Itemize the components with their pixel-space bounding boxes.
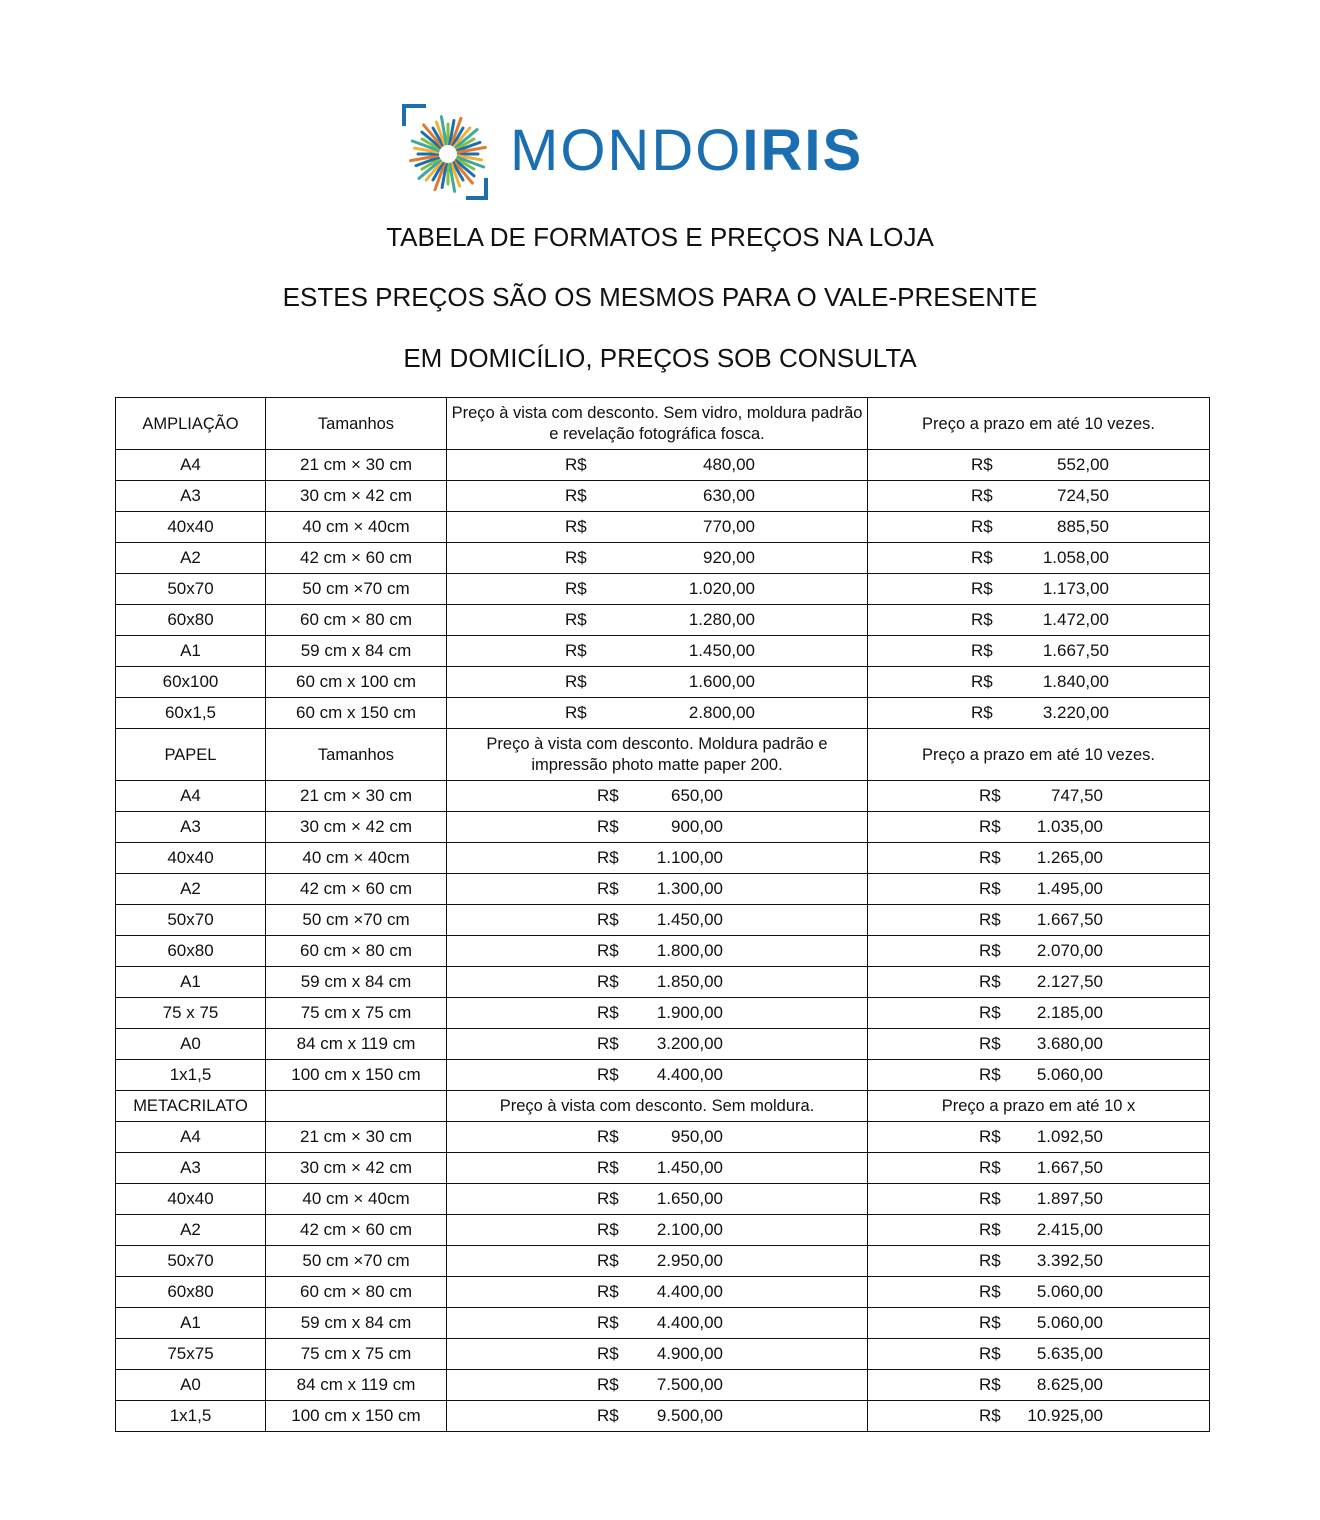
- table-row: [116, 450, 1210, 481]
- cash-price-amount: 1.800,00: [656, 941, 723, 960]
- currency-symbol: R$: [597, 1127, 619, 1146]
- cash-price-cell: [447, 605, 868, 636]
- cash-price-amount: 4.400,00: [656, 1313, 723, 1332]
- size-cell: 21 cm × 30 cm: [266, 1122, 447, 1153]
- installment-price-cell: [868, 1401, 1210, 1432]
- cash-price-header: Preço à vista com desconto. Sem moldura.: [447, 1091, 868, 1122]
- cash-price-amount: 770,00: [703, 517, 755, 536]
- installment-price-amount: 1.840,00: [1042, 672, 1109, 691]
- table-row: [116, 812, 1210, 843]
- installment-price-cell: [868, 998, 1210, 1029]
- installment-price-amount: 1.058,00: [1042, 548, 1109, 567]
- section-header-row: [116, 729, 1210, 781]
- currency-symbol: R$: [979, 1313, 1001, 1332]
- installment-price-amount: 1.667,50: [1036, 910, 1103, 929]
- table-row: [116, 1370, 1210, 1401]
- size-cell: 50 cm ×70 cm: [266, 574, 447, 605]
- installment-price-cell: [868, 1215, 1210, 1246]
- format-cell: A0: [116, 1370, 266, 1401]
- format-cell: 50x70: [116, 1246, 266, 1277]
- installment-price-cell: [868, 574, 1210, 605]
- currency-symbol: R$: [979, 1282, 1001, 1301]
- currency-symbol: R$: [979, 1189, 1001, 1208]
- currency-symbol: R$: [979, 1375, 1001, 1394]
- cash-price-amount: 650,00: [671, 786, 723, 805]
- installment-price-amount: 5.060,00: [1036, 1065, 1103, 1084]
- installment-price-amount: 1.035,00: [1036, 817, 1103, 836]
- installment-price-cell: [868, 1277, 1210, 1308]
- currency-symbol: R$: [979, 848, 1001, 867]
- currency-symbol: R$: [565, 610, 587, 629]
- installment-price-amount: 8.625,00: [1036, 1375, 1103, 1394]
- installment-price-amount: 1.495,00: [1036, 879, 1103, 898]
- cash-price-cell: [447, 450, 868, 481]
- currency-symbol: R$: [979, 1344, 1001, 1363]
- format-cell: A1: [116, 636, 266, 667]
- installment-price-cell: [868, 1153, 1210, 1184]
- size-cell: 60 cm × 80 cm: [266, 1277, 447, 1308]
- section-header-row: [116, 398, 1210, 450]
- cash-price-cell: [447, 1308, 868, 1339]
- size-cell: 60 cm × 80 cm: [266, 605, 447, 636]
- currency-symbol: R$: [979, 1127, 1001, 1146]
- format-cell: 1x1,5: [116, 1401, 266, 1432]
- currency-symbol: R$: [597, 1313, 619, 1332]
- cash-price-cell: [447, 1277, 868, 1308]
- currency-symbol: R$: [979, 1158, 1001, 1177]
- format-cell: A0: [116, 1029, 266, 1060]
- currency-symbol: R$: [597, 1158, 619, 1177]
- currency-symbol: R$: [971, 610, 993, 629]
- currency-symbol: R$: [979, 1065, 1001, 1084]
- currency-symbol: R$: [597, 1406, 619, 1425]
- table-row: [116, 1060, 1210, 1091]
- installment-price-amount: 1.265,00: [1036, 848, 1103, 867]
- size-cell: 59 cm x 84 cm: [266, 967, 447, 998]
- installment-price-cell: [868, 512, 1210, 543]
- installment-price-cell: [868, 874, 1210, 905]
- installment-price-amount: 1.173,00: [1042, 579, 1109, 598]
- brand-name-bold: IRIS: [742, 118, 864, 183]
- table-row: [116, 967, 1210, 998]
- table-row: [116, 1029, 1210, 1060]
- currency-symbol: R$: [979, 1220, 1001, 1239]
- currency-symbol: R$: [971, 703, 993, 722]
- installment-price-cell: [868, 481, 1210, 512]
- installment-price-amount: 885,50: [1057, 517, 1109, 536]
- table-row: [116, 998, 1210, 1029]
- brand-wordmark: [510, 118, 863, 184]
- currency-symbol: R$: [565, 641, 587, 660]
- cash-price-amount: 1.900,00: [656, 1003, 723, 1022]
- currency-symbol: R$: [979, 941, 1001, 960]
- size-column-header: Tamanhos: [266, 729, 447, 781]
- format-cell: 50x70: [116, 574, 266, 605]
- format-cell: 75x75: [116, 1339, 266, 1370]
- currency-symbol: R$: [565, 548, 587, 567]
- currency-symbol: R$: [979, 817, 1001, 836]
- cash-price-cell: [447, 998, 868, 1029]
- installment-price-amount: 2.185,00: [1036, 1003, 1103, 1022]
- format-cell: 40x40: [116, 512, 266, 543]
- table-row: [116, 874, 1210, 905]
- table-row: [116, 698, 1210, 729]
- installment-price-cell: [868, 843, 1210, 874]
- table-row: [116, 1215, 1210, 1246]
- cash-price-amount: 1.600,00: [688, 672, 755, 691]
- cash-price-amount: 920,00: [703, 548, 755, 567]
- title-heading: TABELA DE FORMATOS E PREÇOS NA LOJA: [386, 222, 934, 252]
- currency-symbol: R$: [597, 1003, 619, 1022]
- currency-symbol: R$: [979, 786, 1001, 805]
- currency-symbol: R$: [565, 672, 587, 691]
- cash-price-amount: 4.400,00: [656, 1065, 723, 1084]
- size-cell: 30 cm × 42 cm: [266, 481, 447, 512]
- table-row: [116, 574, 1210, 605]
- installment-price-cell: [868, 450, 1210, 481]
- table-row: [116, 1184, 1210, 1215]
- size-cell: 21 cm × 30 cm: [266, 450, 447, 481]
- format-cell: 40x40: [116, 1184, 266, 1215]
- currency-symbol: R$: [597, 910, 619, 929]
- installment-price-amount: 3.220,00: [1042, 703, 1109, 722]
- currency-symbol: R$: [597, 1065, 619, 1084]
- cash-price-amount: 3.200,00: [656, 1034, 723, 1053]
- cash-price-cell: [447, 967, 868, 998]
- size-cell: 21 cm × 30 cm: [266, 781, 447, 812]
- currency-symbol: R$: [597, 1282, 619, 1301]
- format-cell: A4: [116, 450, 266, 481]
- currency-symbol: R$: [565, 455, 587, 474]
- format-cell: 1x1,5: [116, 1060, 266, 1091]
- installment-price-cell: [868, 967, 1210, 998]
- cash-price-header: Preço à vista com desconto. Moldura padrão e impressão photo matte paper 200.: [447, 729, 868, 781]
- size-cell: 100 cm x 150 cm: [266, 1401, 447, 1432]
- table-row: [116, 481, 1210, 512]
- currency-symbol: R$: [971, 486, 993, 505]
- currency-symbol: R$: [597, 1375, 619, 1394]
- cash-price-cell: [447, 574, 868, 605]
- price-table-body: [116, 398, 1210, 1432]
- currency-symbol: R$: [565, 486, 587, 505]
- installment-price-cell: [868, 1308, 1210, 1339]
- table-row: [116, 843, 1210, 874]
- cash-price-amount: 1.020,00: [688, 579, 755, 598]
- currency-symbol: R$: [565, 579, 587, 598]
- currency-symbol: R$: [597, 941, 619, 960]
- currency-symbol: R$: [597, 1220, 619, 1239]
- size-cell: 42 cm × 60 cm: [266, 874, 447, 905]
- cash-price-amount: 950,00: [671, 1127, 723, 1146]
- note-heading: EM DOMICÍLIO, PREÇOS SOB CONSULTA: [403, 343, 917, 373]
- currency-symbol: R$: [971, 517, 993, 536]
- format-cell: 60x100: [116, 667, 266, 698]
- cash-price-amount: 1.100,00: [656, 848, 723, 867]
- table-row: [116, 543, 1210, 574]
- currency-symbol: R$: [597, 1034, 619, 1053]
- size-cell: 60 cm × 80 cm: [266, 936, 447, 967]
- installment-price-amount: 3.680,00: [1036, 1034, 1103, 1053]
- cash-price-cell: [447, 636, 868, 667]
- cash-price-cell: [447, 812, 868, 843]
- installment-price-cell: [868, 1184, 1210, 1215]
- installment-price-cell: [868, 1122, 1210, 1153]
- currency-symbol: R$: [565, 517, 587, 536]
- brand-logo: [402, 104, 922, 200]
- currency-symbol: R$: [597, 1251, 619, 1270]
- table-row: [116, 905, 1210, 936]
- table-row: [116, 1153, 1210, 1184]
- cash-price-amount: 2.800,00: [688, 703, 755, 722]
- size-cell: 30 cm × 42 cm: [266, 1153, 447, 1184]
- cash-price-amount: 900,00: [671, 817, 723, 836]
- cash-price-amount: 4.900,00: [656, 1344, 723, 1363]
- currency-symbol: R$: [565, 703, 587, 722]
- cash-price-cell: [447, 667, 868, 698]
- currency-symbol: R$: [979, 1251, 1001, 1270]
- currency-symbol: R$: [979, 1406, 1001, 1425]
- format-cell: 60x80: [116, 1277, 266, 1308]
- installment-price-amount: 1.092,50: [1036, 1127, 1103, 1146]
- table-row: [116, 936, 1210, 967]
- currency-symbol: R$: [597, 879, 619, 898]
- subtitle-heading: ESTES PREÇOS SÃO OS MESMOS PARA O VALE-PRESENTE: [282, 282, 1038, 312]
- installment-price-amount: 724,50: [1057, 486, 1109, 505]
- installment-price-amount: 5.060,00: [1036, 1313, 1103, 1332]
- table-row: [116, 605, 1210, 636]
- installment-price-cell: [868, 781, 1210, 812]
- currency-symbol: R$: [971, 672, 993, 691]
- currency-symbol: R$: [979, 972, 1001, 991]
- size-cell: 59 cm x 84 cm: [266, 1308, 447, 1339]
- installment-price-amount: 10.925,00: [1027, 1406, 1103, 1425]
- installment-price-amount: 1.667,50: [1036, 1158, 1103, 1177]
- format-cell: 40x40: [116, 843, 266, 874]
- size-cell: 84 cm x 119 cm: [266, 1370, 447, 1401]
- cash-price-amount: 9.500,00: [656, 1406, 723, 1425]
- currency-symbol: R$: [597, 972, 619, 991]
- installment-price-cell: [868, 605, 1210, 636]
- format-cell: A2: [116, 1215, 266, 1246]
- size-cell: 40 cm × 40cm: [266, 512, 447, 543]
- size-cell: 40 cm × 40cm: [266, 1184, 447, 1215]
- cash-price-cell: [447, 936, 868, 967]
- table-row: [116, 1277, 1210, 1308]
- table-row: [116, 1308, 1210, 1339]
- installment-price-cell: [868, 636, 1210, 667]
- installment-price-amount: 1.897,50: [1036, 1189, 1103, 1208]
- format-cell: 50x70: [116, 905, 266, 936]
- installment-price-cell: [868, 1060, 1210, 1091]
- table-row: [116, 1122, 1210, 1153]
- section-header-row: [116, 1091, 1210, 1122]
- format-cell: 60x80: [116, 605, 266, 636]
- section-name: METACRILATO: [116, 1091, 266, 1122]
- cash-price-cell: [447, 543, 868, 574]
- size-cell: 75 cm x 75 cm: [266, 998, 447, 1029]
- currency-symbol: R$: [971, 455, 993, 474]
- installment-price-cell: [868, 698, 1210, 729]
- installment-price-header: Preço a prazo em até 10 vezes.: [868, 729, 1210, 781]
- format-cell: A4: [116, 781, 266, 812]
- cash-price-cell: [447, 1122, 868, 1153]
- currency-symbol: R$: [979, 1034, 1001, 1053]
- format-cell: A1: [116, 967, 266, 998]
- installment-price-header: Preço a prazo em até 10 x: [868, 1091, 1210, 1122]
- cash-price-amount: 2.100,00: [656, 1220, 723, 1239]
- format-cell: 60x80: [116, 936, 266, 967]
- cash-price-amount: 1.450,00: [656, 1158, 723, 1177]
- currency-symbol: R$: [979, 879, 1001, 898]
- currency-symbol: R$: [597, 848, 619, 867]
- currency-symbol: R$: [971, 579, 993, 598]
- installment-price-cell: [868, 1370, 1210, 1401]
- size-cell: 30 cm × 42 cm: [266, 812, 447, 843]
- cash-price-cell: [447, 1246, 868, 1277]
- table-row: [116, 1246, 1210, 1277]
- cash-price-cell: [447, 1370, 868, 1401]
- format-cell: 75 x 75: [116, 998, 266, 1029]
- price-table: [115, 397, 1210, 1432]
- installment-price-cell: [868, 812, 1210, 843]
- currency-symbol: R$: [597, 786, 619, 805]
- size-cell: 84 cm x 119 cm: [266, 1029, 447, 1060]
- size-cell: 50 cm ×70 cm: [266, 905, 447, 936]
- size-column-header: Tamanhos: [266, 398, 447, 450]
- format-cell: A3: [116, 812, 266, 843]
- cash-price-cell: [447, 781, 868, 812]
- cash-price-amount: 1.650,00: [656, 1189, 723, 1208]
- installment-price-cell: [868, 905, 1210, 936]
- installment-price-amount: 1.472,00: [1042, 610, 1109, 629]
- cash-price-amount: 4.400,00: [656, 1282, 723, 1301]
- installment-price-cell: [868, 543, 1210, 574]
- currency-symbol: R$: [597, 817, 619, 836]
- installment-price-amount: 2.070,00: [1036, 941, 1103, 960]
- installment-price-amount: 5.060,00: [1036, 1282, 1103, 1301]
- installment-price-amount: 2.415,00: [1036, 1220, 1103, 1239]
- currency-symbol: R$: [597, 1344, 619, 1363]
- cash-price-amount: 7.500,00: [656, 1375, 723, 1394]
- cash-price-cell: [447, 481, 868, 512]
- format-cell: 60x1,5: [116, 698, 266, 729]
- installment-price-amount: 5.635,00: [1036, 1344, 1103, 1363]
- installment-price-amount: 3.392,50: [1036, 1251, 1103, 1270]
- cash-price-amount: 2.950,00: [656, 1251, 723, 1270]
- format-cell: A4: [116, 1122, 266, 1153]
- format-cell: A2: [116, 543, 266, 574]
- cash-price-cell: [447, 1060, 868, 1091]
- size-cell: 75 cm x 75 cm: [266, 1339, 447, 1370]
- installment-price-amount: 552,00: [1057, 455, 1109, 474]
- currency-symbol: R$: [971, 641, 993, 660]
- iris-starburst-icon: [402, 104, 498, 200]
- brand-name-light: MONDO: [510, 118, 743, 183]
- cash-price-amount: 1.300,00: [656, 879, 723, 898]
- cash-price-cell: [447, 698, 868, 729]
- size-cell: 42 cm × 60 cm: [266, 1215, 447, 1246]
- currency-symbol: R$: [971, 548, 993, 567]
- size-cell: 60 cm x 100 cm: [266, 667, 447, 698]
- cash-price-amount: 630,00: [703, 486, 755, 505]
- cash-price-amount: 480,00: [703, 455, 755, 474]
- size-cell: 50 cm ×70 cm: [266, 1246, 447, 1277]
- cash-price-cell: [447, 1401, 868, 1432]
- cash-price-cell: [447, 1029, 868, 1060]
- cash-price-amount: 1.850,00: [656, 972, 723, 991]
- cash-price-cell: [447, 1184, 868, 1215]
- section-name: AMPLIAÇÃO: [116, 398, 266, 450]
- size-cell: 42 cm × 60 cm: [266, 543, 447, 574]
- cash-price-cell: [447, 905, 868, 936]
- table-row: [116, 781, 1210, 812]
- currency-symbol: R$: [979, 910, 1001, 929]
- format-cell: A3: [116, 481, 266, 512]
- format-cell: A2: [116, 874, 266, 905]
- cash-price-amount: 1.450,00: [656, 910, 723, 929]
- currency-symbol: R$: [597, 1189, 619, 1208]
- installment-price-cell: [868, 667, 1210, 698]
- table-row: [116, 1401, 1210, 1432]
- cash-price-cell: [447, 1339, 868, 1370]
- currency-symbol: R$: [979, 1003, 1001, 1022]
- section-name: PAPEL: [116, 729, 266, 781]
- installment-price-cell: [868, 1246, 1210, 1277]
- cash-price-cell: [447, 843, 868, 874]
- cash-price-cell: [447, 512, 868, 543]
- installment-price-amount: 747,50: [1051, 786, 1103, 805]
- size-column-header: [266, 1091, 447, 1122]
- cash-price-header: Preço à vista com desconto. Sem vidro, moldura padrão e revelação fotográfica fosca.: [447, 398, 868, 450]
- cash-price-amount: 1.450,00: [688, 641, 755, 660]
- installment-price-cell: [868, 1029, 1210, 1060]
- size-cell: 59 cm x 84 cm: [266, 636, 447, 667]
- installment-price-amount: 2.127,50: [1036, 972, 1103, 991]
- size-cell: 40 cm × 40cm: [266, 843, 447, 874]
- installment-price-cell: [868, 936, 1210, 967]
- format-cell: A1: [116, 1308, 266, 1339]
- installment-price-cell: [868, 1339, 1210, 1370]
- cash-price-cell: [447, 1153, 868, 1184]
- installment-price-header: Preço a prazo em até 10 vezes.: [868, 398, 1210, 450]
- table-row: [116, 636, 1210, 667]
- size-cell: 60 cm x 150 cm: [266, 698, 447, 729]
- cash-price-amount: 1.280,00: [688, 610, 755, 629]
- table-row: [116, 512, 1210, 543]
- size-cell: 100 cm x 150 cm: [266, 1060, 447, 1091]
- cash-price-cell: [447, 1215, 868, 1246]
- table-row: [116, 1339, 1210, 1370]
- installment-price-amount: 1.667,50: [1042, 641, 1109, 660]
- table-row: [116, 667, 1210, 698]
- cash-price-cell: [447, 874, 868, 905]
- format-cell: A3: [116, 1153, 266, 1184]
